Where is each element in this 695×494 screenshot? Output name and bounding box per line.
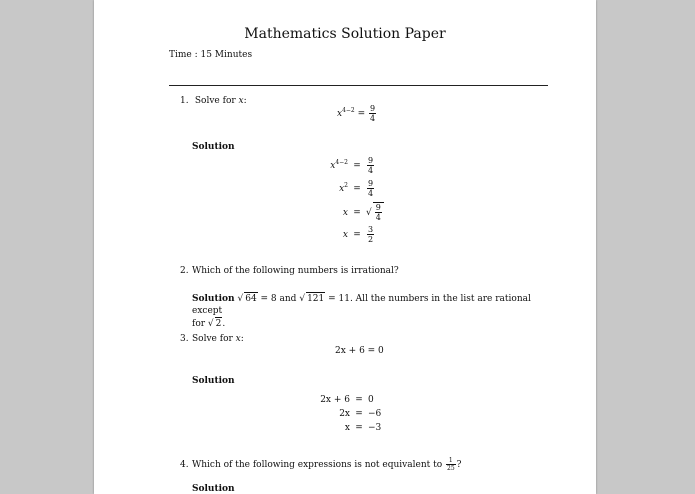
solution-1-step-2: $x^2$ = $\frac{9}{4}$ [339,179,374,198]
solution-label-4: Solution [192,484,235,494]
solution-3-step-1: 2x + 6 = 0 [320,395,374,405]
solution-3-step-3: x = −3 [344,423,382,433]
solution-1-step-1: $x^{4-2}$ = $\frac{9}{4}$ [330,156,374,175]
solution-label-3: Solution [192,376,235,386]
question-4: 4. Which of the following expressions is not equivalent to $\frac{1}{25}$ ? [180,457,462,472]
question-3: 3. Solve for x: [180,334,244,344]
solution-label-1: Solution [192,142,235,152]
question-1-equation: $x^{4-2}$ = $\frac{9}{4}$ [337,104,376,123]
time-limit: Time : 15 Minutes [169,50,253,60]
solution-1-step-4: x = $\frac{3}{2}$ [342,225,374,244]
document-page [94,0,596,494]
header-divider [169,85,548,86]
question-3-equation: 2x + 6 = 0 [335,346,384,356]
solution-2: Solution √ 64 = 8 and √ 121 = 11. All the numbers in the list are rational except for √ 2. [192,294,531,329]
solution-3-step-2: 2x = −6 [339,409,382,419]
solution-1-step-3: x = √ $\frac{9}{4}$ [312,202,384,222]
question-1: 1. Solve for x: [180,96,247,106]
page-title: Mathematics Solution Paper [244,26,446,42]
question-2: 2. Which of the following numbers is irrational? [180,266,399,276]
